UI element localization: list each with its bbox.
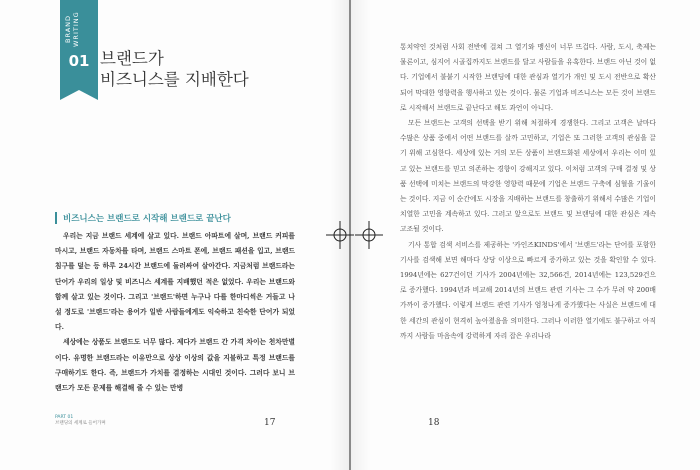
body-paragraph: 모든 브랜드는 고객의 선택을 받기 위해 처절하게 경쟁한다. 그리고 고객은 날마다 수많은 상품 중에서 어떤 브랜드를 살까 고민하고, 기업은 또 그러한 고객의 관심을 끌기 위해 고심한다. 세상에 있는 거의 모든 상품이 브랜드화된 세상에서 우리는 이미 있고 있는 브랜드를 믿고 의존하는 경향이 강해지고 있다. 이처럼 고객의 구매 결정 및 상품 선택에 미치는 브랜드의 막강한 영향력 때문에 기업은 브랜드 구축에 심혈을 기울이는 것이다. 지금 이 순간에도 시장을 지배하는 브랜드를 창출하기 위해서 수많은 기업이 치열한 고민을 계속하고 있다. 그러고 앞으로도 브랜드 및 브랜딩에 대한 관심은 계속 고조될 것이다. [400, 119, 656, 234]
left-body-text [55, 229, 295, 396]
body-paragraph: 세상에는 상품도 브랜드도 너무 많다. 제다가 브랜드 간 가격 차이는 천차만별이다. 유명한 브랜드라는 이유만으로 상상 이상의 값을 지불하고 특정 브랜드를 구매하기도 한다. 즉, 브랜드가 가치를 결정하는 시대인 것이다. 그러다 보니 브랜드가 모든 문제를 해결해 줄 수 있는 만병 [55, 338, 295, 393]
section-heading: 비즈니스는 브랜드로 시작해 브랜드로 끝난다 [55, 212, 231, 224]
body-paragraph: 기사 통합 검색 서비스를 제공하는 '카인즈KINDS'에서 '브랜드'라는 단어를 포함한 기사를 검색해 보면 해마다 상당 이상으로 빠르게 증가하고 있는 것을 확인할 수 있다. 1994년에는 627건이던 기사가 2004년에는 32,566건, 2014년에는 123,529건으로 증가했다. 1994년과 비교해 2014년의 브랜드 관련 기사는 그 수가 무려 약 200배 가까이 증가했다. 이렇게 브랜드 관련 기사가 엄청나게 증가했다는 사실은 브랜드에 대한 세간의 관심이 현격히 높아졌음을 의미한다. 그러나 이러한 열기에도 불구하고 아직까지 사람들 마음속에 강력하게 자리 잡은 우리나라 [400, 240, 656, 340]
registration-mark-icon [355, 221, 383, 249]
right-body-text [400, 40, 656, 344]
body-paragraph: 우리는 지금 브랜드 세계에 살고 있다. 브랜드 아파트에 살며, 브랜드 커피를 마시고, 브랜드 자동차를 타며, 브랜드 스마트 폰에, 브랜드 패션을 입고, 브랜드 침구를 덮는 등 하루 24시간 브랜드에 둘러싸여 살아간다. 지금처럼 브랜드라는 단어가 우리의 일상 및 비즈니스 세계를 지배했던 적은 없었다. 우리는 브랜드와 함께 살고 있는 것이다. 그리고 '브랜드'하면 누구나 다를 한마디씩은 거들고 나설 정도로 '브랜드'라는 용어가 일반 사람들에게도 익숙하고 친숙한 단어가 되었다. [55, 232, 295, 332]
page-number-left: 17 [264, 418, 276, 428]
footer-part [55, 415, 106, 427]
chapter-number: 01 [68, 52, 90, 70]
chapter-title-line2: 비즈니스를 지배한다 [100, 70, 249, 89]
ribbon-vertical-label: BRAND WRITING [64, 11, 80, 47]
body-paragraph: 통치약인 것처럼 사회 전반에 걸쳐 그 열기와 맹신이 너무 뜨겁다. 사람, 도시, 축제는 물론이고, 심지어 시골집까지도 브랜드를 달고 사람들을 유혹한다. 브랜드 아닌 것이 없다. 기업에서 불붙기 시작한 브랜딩에 대한 관심과 열기가 개인 및 도시 전반으로 확산되어 막대한 영향력을 행사하고 있는 것이다. 물론 기업과 비즈니스는 모든 것이 브랜드로 시작해서 브랜드로 끝난다고 해도 과언이 아니다. [400, 43, 656, 112]
footer-part-label: PART 01 [55, 415, 74, 420]
page-number-right: 18 [428, 418, 440, 428]
footer-part-subtitle: 브랜딩의 세계로 들어가며 [55, 421, 106, 426]
chapter-title-line1: 브랜드가 [100, 49, 164, 68]
registration-mark-icon [326, 221, 354, 249]
chapter-title [100, 48, 249, 90]
